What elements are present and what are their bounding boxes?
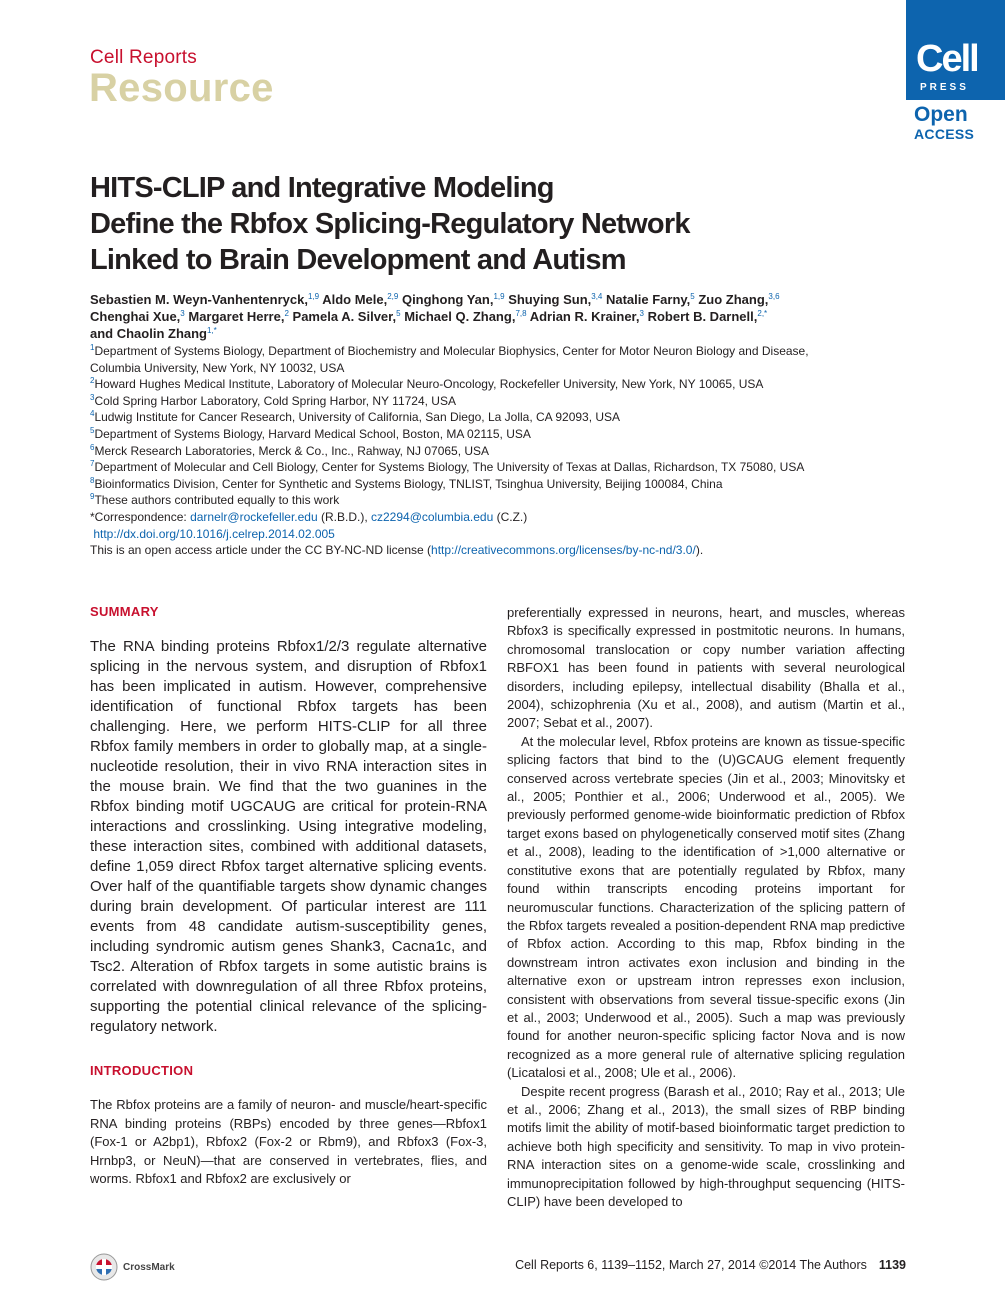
crossmark-label: CrossMark (123, 1262, 175, 1273)
logo-cell-text: Cell (916, 38, 978, 80)
summary-text: The RNA binding proteins Rbfox1/2/3 regulate alternative splicing in the nervous system, and disruption of Rbfox1 has been implicated in autism. However, comprehensive identification of functional Rbfox targets has been challenging. Here, we perform HITS-CLIP for all three Rbfox family members in order to globally map, at a single-nucleotide resolution, their in vivo RNA interaction sites in the mouse brain. We find that the two guanines in the Rbfox binding motif UGCAUG are critical for protein-RNA interactions and crosslinking. Using integrative modeling, these interaction sites, combined with additional datasets, define 1,059 direct Rbfox target alternative splicing events. Over half of the quantifiable targets show dynamic changes during brain development. Of particular interest are 111 events from 48 candidate autism-susceptibility genes, including syndromic autism genes Shank3, Cacna1c, and Tsc2. Alteration of Rbfox targets in some autistic brains is correlated with downregulation of all three Rbfox proteins, supporting the potential clinical relevance of the splicing-regulatory network. (90, 638, 487, 1035)
author-affil-sup: 2,9 (387, 292, 399, 301)
affiliation-text: Department of Molecular and Cell Biology, Center for Systems Biology, The University of Texas at Dallas, Richardson, TX 75080, USA (94, 460, 805, 475)
author-name[interactable]: and Chaolin Zhang (90, 326, 207, 341)
email-link-zhang[interactable]: cz2294@columbia.edu (371, 509, 494, 524)
crossmark-icon (90, 1253, 118, 1281)
affiliation-sup: 1 (90, 343, 95, 352)
introduction-text: The Rbfox proteins are a family of neuron- and muscle/heart-specific RNA binding proteins (RBPs) encoded by three genes—Rbfox1 (Fox-1 or A2bp1), Rbfox2 (Fox-2 or Rbm9), and Rbfox3 (Fox-3, Hrnbp3, or NeuN)—that are conserved in vertebrates, flies, and worms. Rbfox1 and Rbfox2 are exclusively or (90, 1097, 487, 1186)
author-name[interactable]: Adrian R. Krainer, (526, 309, 640, 324)
citation: Cell Reports 6, 1139–1152, March 27, 2014 ©2014 The Authors (515, 1258, 867, 1272)
affiliation (90, 459, 910, 476)
correspondence-label: *Correspondence: (90, 509, 191, 524)
license-text: This is an open access article under the CC BY-NC-ND license ( (90, 543, 432, 558)
author-affil-sup: 3,6 (768, 292, 780, 301)
open-access-access: ACCESS (914, 126, 975, 142)
affiliation (90, 492, 910, 509)
affiliation-sup: 3 (90, 392, 95, 402)
author-name[interactable]: Chenghai Xue, (90, 309, 181, 324)
logo-press-text: PRESS (920, 82, 969, 93)
correspondence-initials: (C.Z.) (493, 509, 528, 524)
affiliation (90, 360, 910, 377)
article-title (90, 170, 890, 278)
author-name[interactable]: Pamela A. Silver, (288, 309, 397, 324)
author-affil-sup: 1,9 (307, 292, 320, 301)
affiliation-sup: 5 (90, 425, 95, 435)
affiliation-sup: 2 (90, 376, 95, 386)
crossmark-badge[interactable] (90, 1253, 220, 1283)
title-line: Linked to Brain Development and Autism (90, 244, 626, 276)
affiliation (90, 443, 910, 460)
author-affil-sup: 3 (639, 309, 644, 318)
affiliation (90, 393, 910, 410)
author-affil-sup: 7,8 (515, 309, 527, 318)
author-name[interactable]: Zuo Zhang, (694, 292, 769, 307)
right-column (507, 604, 905, 1211)
author-list (90, 291, 905, 342)
license-text-end: ). (695, 543, 704, 558)
page-number: 1139 (878, 1258, 906, 1272)
title-line: HITS-CLIP and Integrative Modeling (90, 172, 554, 204)
affiliation-sup: 9 (90, 492, 95, 502)
correspondence (90, 509, 910, 526)
author-line (90, 308, 905, 325)
license (90, 542, 910, 559)
author-line (90, 291, 905, 308)
page-footer (515, 1258, 906, 1272)
author-affil-sup: 1,* (207, 326, 217, 335)
open-access-open: Open (914, 103, 968, 126)
affiliations (90, 343, 910, 559)
affiliation-text: Department of Systems Biology, Harvard Medical School, Boston, MA 02115, USA (94, 426, 531, 441)
body-paragraph: Despite recent progress (Barash et al., 2010; Ray et al., 2013; Ule et al., 2006; Zhang et al., 2013), the small sizes of RBP binding motifs limit the ability of motif-based bioinformatic target prediction to achieve both high specificity and sensitivity. To map in vivo protein-RNA interaction sites on a genome-wide scale, crosslinking and immunoprecipitation followed by high-throughput sequencing (HITS-CLIP) have been developed to (507, 1083, 905, 1209)
author-name[interactable]: Aldo Mele, (319, 292, 388, 307)
author-affil-sup: 2 (284, 309, 289, 318)
license-link[interactable]: http://creativecommons.org/licenses/by-nc-nd/3.0/ (431, 543, 696, 558)
author-name[interactable]: Shuying Sun, (504, 292, 592, 307)
author-name[interactable]: Qinghong Yan, (398, 292, 494, 307)
affiliation-sup: 7 (90, 459, 95, 469)
article-type: Resource (89, 66, 274, 110)
author-affil-sup: 5 (690, 292, 695, 301)
author-affil-sup: 1,9 (493, 292, 505, 301)
affiliation-text: Merck Research Laboratories, Merck & Co., Inc., Rahway, NJ 07065, USA (94, 443, 490, 458)
author-line (90, 325, 905, 342)
affiliation (90, 343, 910, 360)
affiliation-text: Bioinformatics Division, Center for Synthetic and Systems Biology, TNLIST, Tsinghua University, Beijing 100084, China (94, 476, 723, 491)
affiliation-sup: 8 (90, 475, 95, 485)
doi (90, 526, 910, 543)
author-name[interactable]: Margaret Herre, (184, 309, 285, 324)
left-column (90, 604, 487, 1189)
affiliation-sup: 6 (90, 442, 95, 452)
introduction-heading: INTRODUCTION (90, 1063, 194, 1078)
title-line: Define the Rbfox Splicing-Regulatory Network (90, 208, 690, 240)
body-paragraph: preferentially expressed in neurons, heart, and muscles, whereas Rbfox3 is specifically expressed in postmitotic neurons. In humans, chromosomal translocation or copy number variation affecting RBFOX1 has been found in patients with several neurological disorders, including epilepsy, intellectual disability (Bhalla et al., 2004), schizophrenia (Xu et al., 2008), and autism (Martin et al., 2007; Sebat et al., 2007). (507, 605, 905, 731)
author-name[interactable]: Natalie Farny, (602, 292, 691, 307)
author-affil-sup: 5 (396, 309, 401, 318)
email-link-darnell[interactable]: darnelr@rockefeller.edu (190, 509, 318, 524)
affiliation-text: Howard Hughes Medical Institute, Laboratory of Molecular Neuro-Oncology, Rockefeller University, New York, NY 10065, USA (94, 377, 764, 392)
author-name[interactable]: Sebastien M. Weyn-Vanhentenryck, (90, 292, 308, 307)
cell-press-logo[interactable] (906, 0, 1005, 100)
affiliation (90, 476, 910, 493)
author-affil-sup: 3,4 (591, 292, 603, 301)
doi-link[interactable]: http://dx.doi.org/10.1016/j.celrep.2014.02.005 (93, 526, 335, 541)
affiliation-text: Columbia University, New York, NY 10032, USA (90, 360, 345, 375)
affiliation-sup: 4 (90, 409, 95, 419)
summary-heading: SUMMARY (90, 604, 159, 619)
author-name[interactable]: Michael Q. Zhang, (400, 309, 516, 324)
affiliation-text: These authors contributed equally to this work (94, 493, 340, 508)
body-paragraph: At the molecular level, Rbfox proteins are known as tissue-specific splicing factors that bind to the (U)GCAUG element frequently conserved across vertebrate species (Jin et al., 2003; Minovitsky et al., 2005; Ponthier et al., 2006; Underwood et al., 2005). We previously performed genome-wide bioinformatic prediction of Rbfox target exons based on phylogenetically conserved motif sites (Zhang et al., 2008), leading to the identification of >1,000 alternative or constitutive exons that are potentially regulated by Rbfox, many found within transcripts encoding proteins important for neuromuscular functions. Characterization of the splicing pattern of the Rbfox targets revealed a position-dependent RNA map predictive of Rbfox action. According to this map, Rbfox binding in the downstream intron activates exon inclusion and binding in the alternative exon or upstream intron represses exon inclusion, consistent with observations from several tissue-specific exons (Jin et al., 2003; Underwood et al., 2005). Such a map was previously found for another neuron-specific splicing factor Nova and is now recognized as a more general rule of alternative splicing regulation (Licatalosi et al., 2008; Ule et al., 2006). (507, 733, 905, 1081)
affiliation (90, 426, 910, 443)
author-affil-sup: 3 (180, 309, 185, 318)
affiliation (90, 376, 910, 393)
correspondence-initials: (R.B.D.), (317, 509, 371, 524)
affiliation-text: Department of Systems Biology, Department of Biochemistry and Molecular Biophysics, Center for Motor Neuron Biology and Disease, (94, 344, 809, 358)
affiliation (90, 409, 910, 426)
journal-name: Cell Reports (90, 47, 197, 68)
affiliation-text: Cold Spring Harbor Laboratory, Cold Spring Harbor, NY 11724, USA (94, 393, 456, 408)
author-affil-sup: 2,* (757, 309, 768, 318)
author-name[interactable]: Robert B. Darnell, (643, 309, 758, 324)
affiliation-text: Ludwig Institute for Cancer Research, University of California, San Diego, La Jolla, CA 92093, USA (94, 410, 621, 425)
